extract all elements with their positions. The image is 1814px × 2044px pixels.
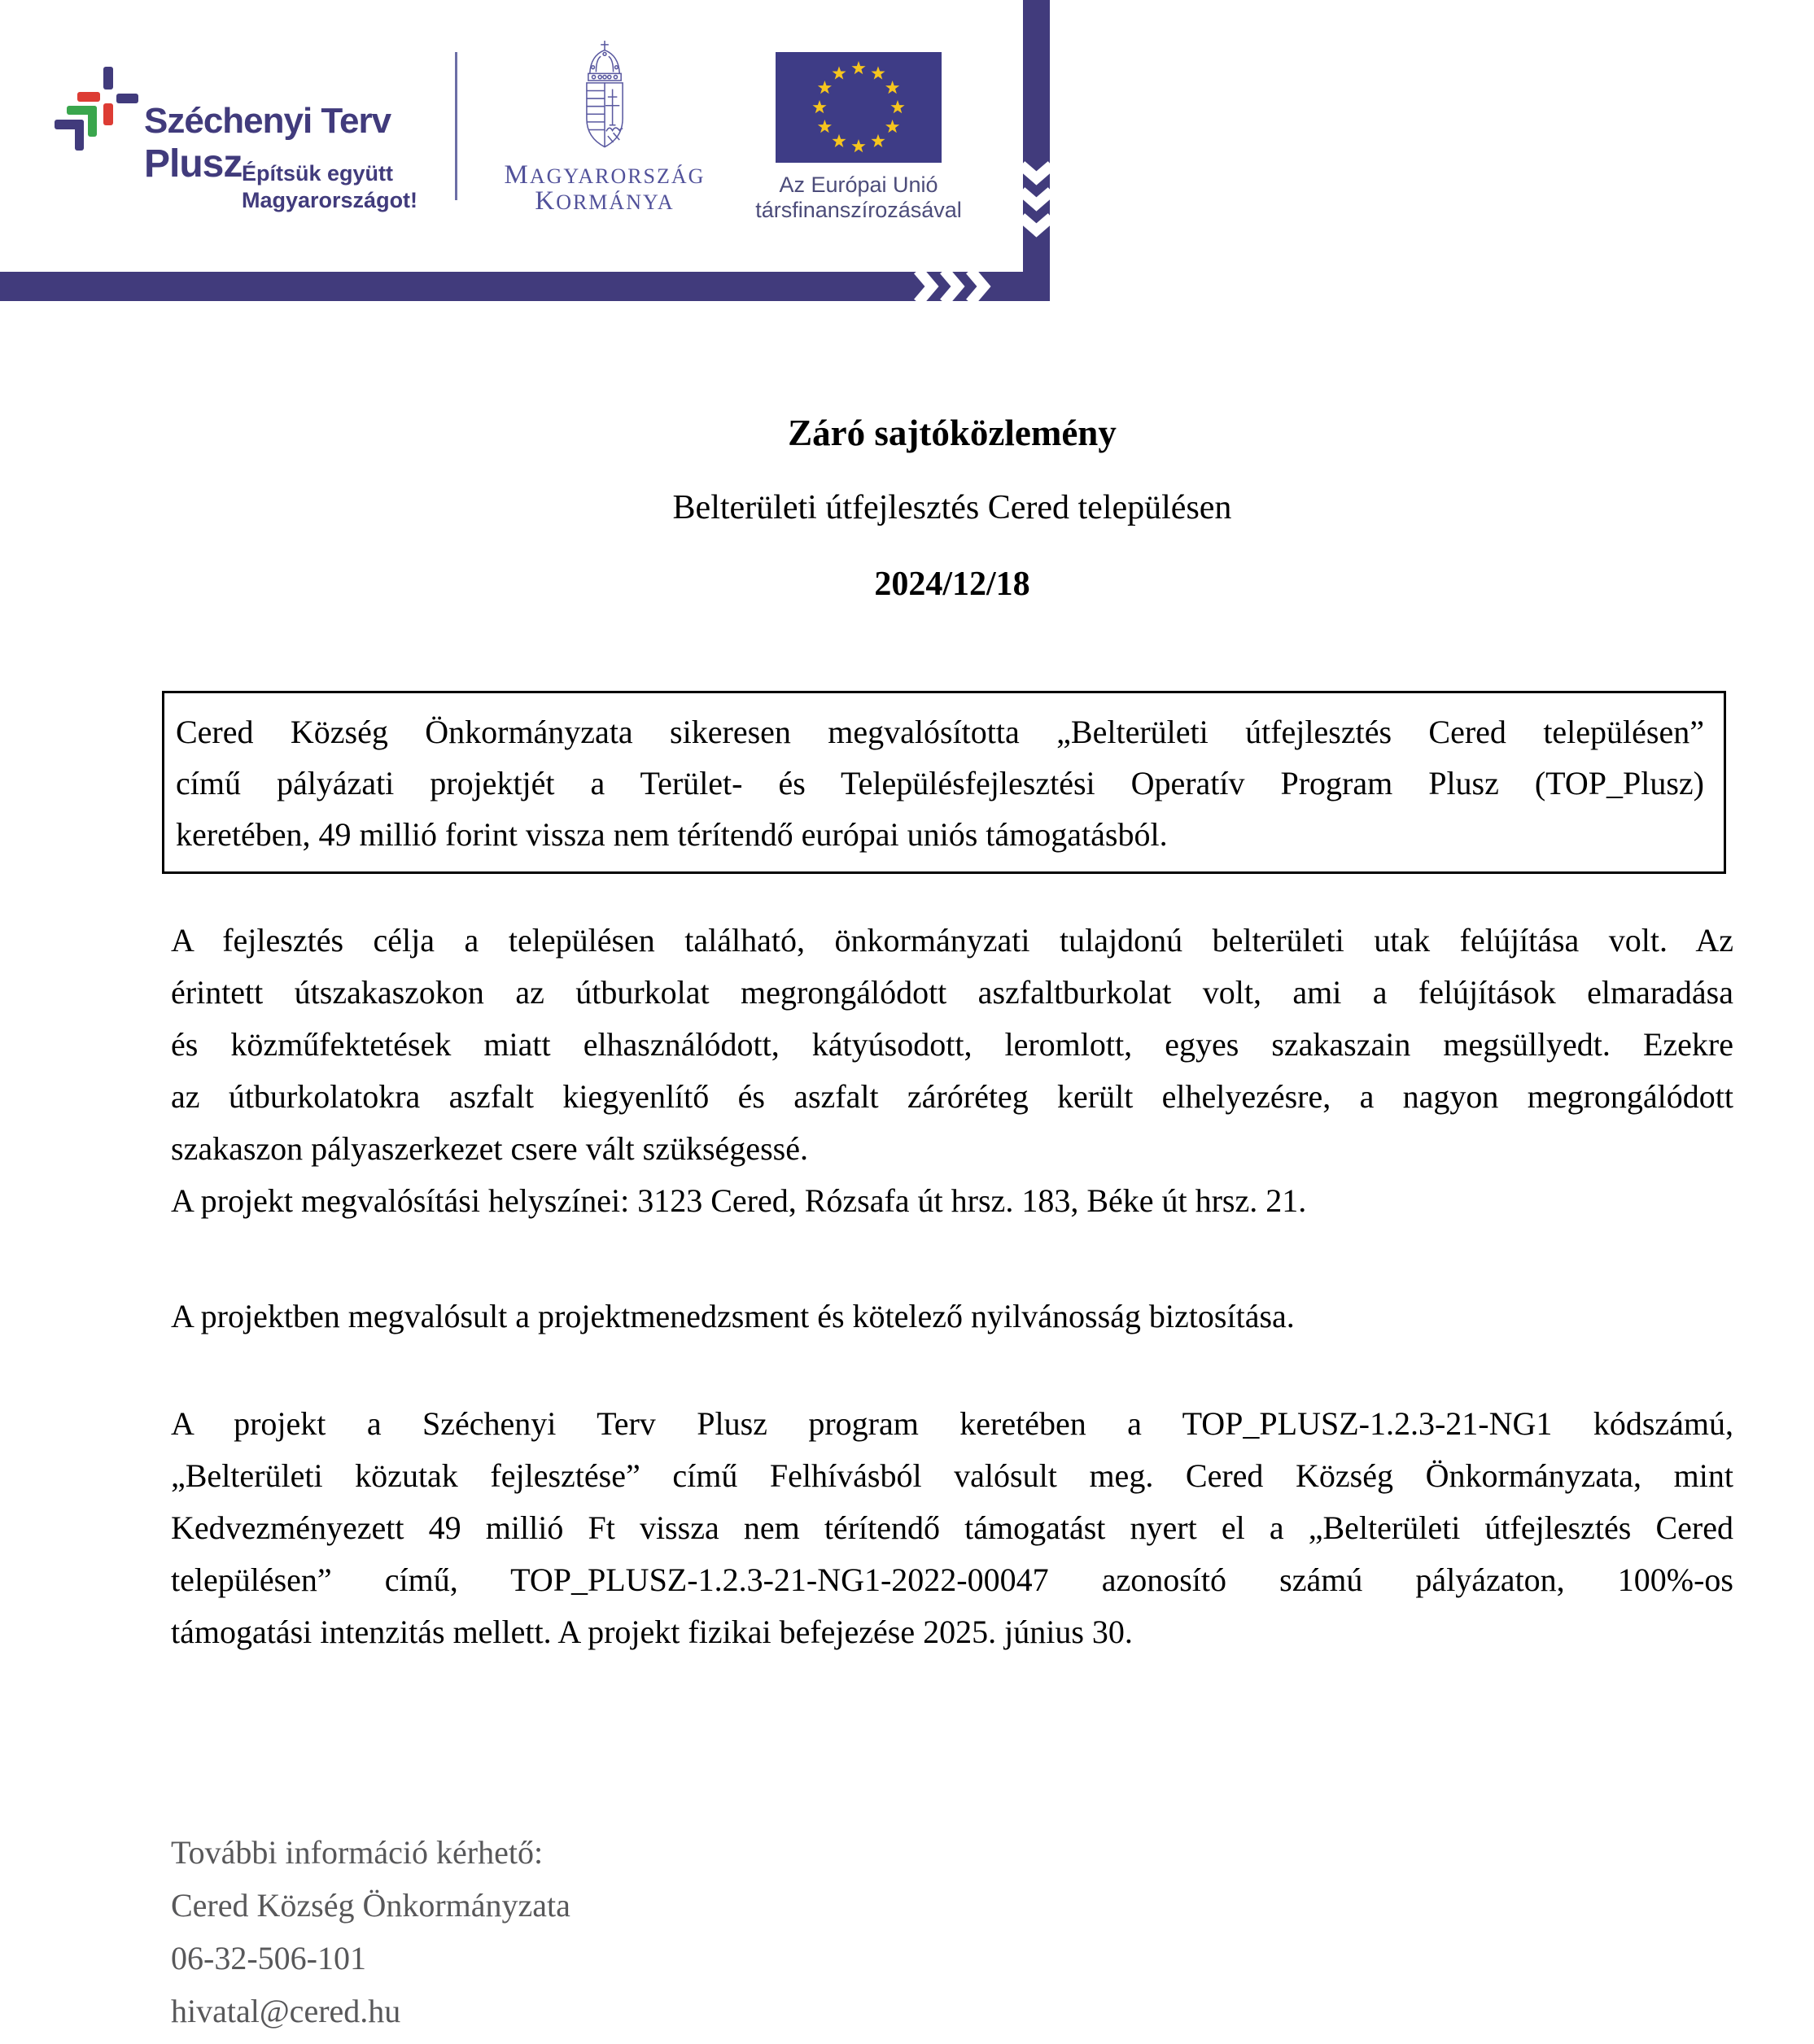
text-line: keretében, 49 millió forint vissza nem térítendő európai uniós támogatásból.	[176, 816, 1168, 853]
szechenyi-logo-mark	[55, 67, 138, 151]
text-line: A projekt a Széchenyi Terv Plusz program keretében a TOP_PLUSZ-1.2.3-21-NG1 kódszámú,	[171, 1405, 1733, 1442]
government-name-line1: MAGYARORSZÁG	[504, 160, 706, 190]
tagline-line2: Magyarországot!	[242, 188, 418, 212]
paragraph-goal	[171, 915, 1733, 1227]
text-line: Kedvezményezett 49 millió Ft vissza nem térítendő támogatást nyert el a „Belterületi útfejlesztés Cered	[171, 1509, 1733, 1546]
logo-bar-bottom-red	[103, 103, 113, 125]
text-line: érintett útszakaszokon az útburkolat megrongálódott aszfaltburkolat volt, ami a felújítások elmaradása	[171, 974, 1733, 1011]
text-line: és közműfektetések miatt elhasználódott, kátyúsodott, leromlott, egyes szakaszain megsüllyedt. Ezekre	[171, 1026, 1733, 1063]
text-line: az útburkolatokra aszfalt kiegyenlítő és aszfalt záróréteg került elhelyezésre, a nagyon megrongálódott	[171, 1078, 1733, 1115]
text-line: szakaszon pályaszerkezet csere vált szükségessé.	[171, 1130, 808, 1167]
text-line: Cered Község Önkormányzata	[171, 1887, 570, 1924]
eu-cofinancing-caption	[727, 173, 990, 223]
logo-bar-left-red	[77, 92, 100, 102]
szechenyi-logo-tagline	[242, 160, 417, 214]
text-line: Cered Község Önkormányzata sikeresen megvalósította „Belterületi útfejlesztés Cered településen”	[176, 714, 1704, 750]
paragraph-locations	[171, 1175, 1733, 1227]
paragraph-funding	[171, 1398, 1733, 1658]
release-date: 2024/12/18	[874, 566, 1030, 603]
logo-bar-top	[103, 67, 113, 90]
text-line: A fejlesztés célja a településen található, önkormányzati tulajdonú belterületi utak felújítása volt. Az	[171, 922, 1733, 959]
paragraph-goal-body	[171, 915, 1733, 1175]
logo-corner-green-v	[88, 106, 97, 137]
text-line: „Belterületi közutak fejlesztése” című Felhívásból valósult meg. Cered Község Önkormányzata, mint	[171, 1457, 1733, 1494]
text-line: További információ kérhető:	[171, 1834, 544, 1871]
tagline-line1: Építsük együtt	[242, 161, 394, 186]
logo-bar-right	[116, 94, 138, 103]
text-line: hivatal@cered.hu	[171, 1993, 401, 2029]
szechenyi-logo-plusz: Plusz	[144, 142, 243, 186]
szechenyi-logo-title: Széchenyi Terv	[144, 101, 391, 141]
page-title: Záró sajtóközlemény	[788, 413, 1117, 453]
summary-box	[162, 691, 1726, 874]
hungary-coat-of-arms-icon	[566, 37, 644, 163]
paragraph-publicity	[171, 1291, 1733, 1343]
government-name-line2: KORMÁNYA	[535, 186, 675, 216]
eu-flag-stars	[776, 52, 942, 163]
text-line: támogatási intenzitás mellett. A projekt fizikai befejezése 2025. június 30.	[171, 1614, 1133, 1650]
text-line: településen” című, TOP_PLUSZ-1.2.3-21-NG1-2022-00047 azonosító számú pályázaton, 100%-os	[171, 1561, 1733, 1598]
hungary-government-logo	[500, 37, 709, 215]
eu-caption-line2: társfinanszírozásával	[755, 198, 962, 222]
logo-corner-blue-v	[75, 120, 84, 151]
text-line: című pályázati projektjét a Terület- és Településfejlesztési Operatív Program Plusz (TOP_Plusz)	[176, 765, 1704, 801]
logo-divider	[455, 52, 457, 200]
text-line: 06-32-506-101	[171, 1940, 366, 1976]
contact-block	[171, 1826, 1733, 2037]
eu-flag-icon	[776, 52, 942, 163]
text-line: A projektben megvalósult a projektmenedzsment és kötelező nyilvánosság biztosítása.	[171, 1298, 1295, 1334]
text-line: A projekt megvalósítási helyszínei: 3123 Cered, Rózsafa út hrsz. 183, Béke út hrsz. 21.	[171, 1182, 1307, 1219]
page-subtitle: Belterületi útfejlesztés Cered településen	[672, 489, 1232, 526]
eu-caption-line1: Az Európai Unió	[779, 173, 938, 197]
